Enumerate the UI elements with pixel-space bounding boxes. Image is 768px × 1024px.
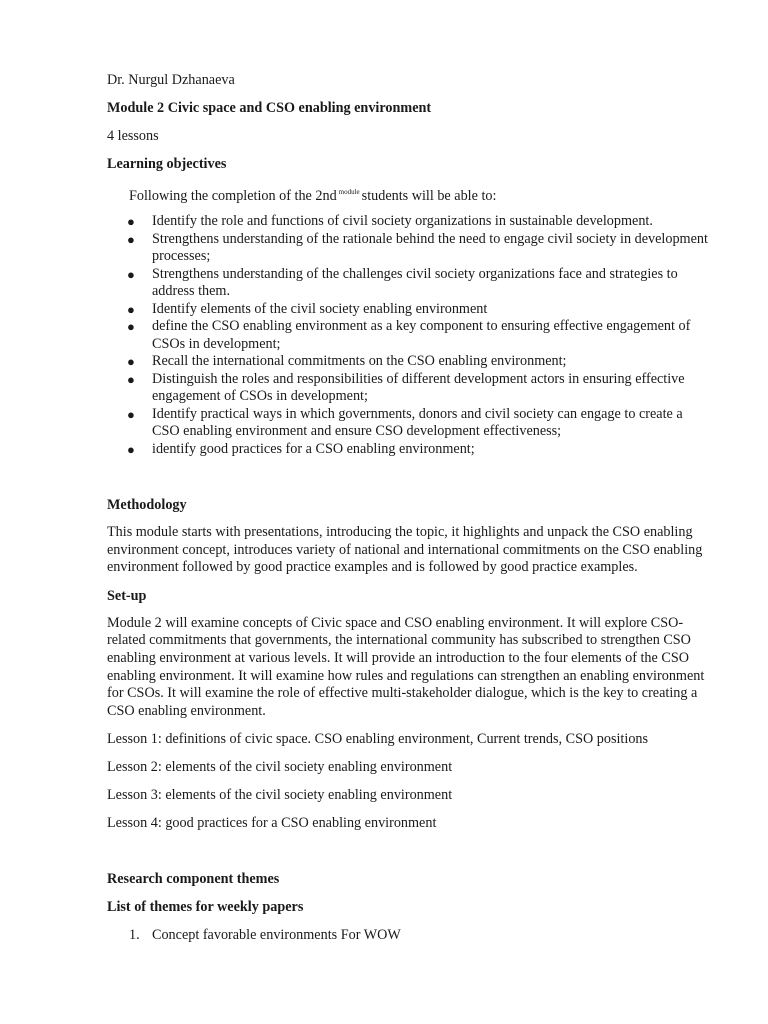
list-item: ● identify good practices for a CSO enabling environment; xyxy=(127,440,475,457)
setup-text: Module 2 will examine concepts of Civic space and CSO enabling environment. It will explore CSO-related commitments that governments, the international community has subscribed to strengthen CSO enabling environment at various levels. It will provide an introduction to the four elements of the CSO enabling environment. It will examine how rules and regulations can strengthen an enabling environment for CSOs. It will examine the role of effective multi-stakeholder dialogue, which is the key to creating a CSO enabling environment. xyxy=(107,614,705,719)
document-page xyxy=(107,71,713,944)
bullet-icon: ● xyxy=(127,354,135,369)
learning-objectives-heading: Learning objectives xyxy=(107,156,227,172)
list-item: ● Identify the role and functions of civil society organizations in sustainable development. xyxy=(127,213,653,229)
objectives-intro-superscript: module xyxy=(338,188,360,196)
author-name: Dr. Nurgul Dzhanaeva xyxy=(107,72,235,88)
bullet-icon: ● xyxy=(127,266,135,282)
list-item: ● Strengthens understanding of the rationale behind the need to engage civil society in development processes; xyxy=(127,230,708,264)
methodology-heading: Methodology xyxy=(107,497,187,513)
list-item: ● define the CSO enabling environment as a key component to ensuring effective engagement of CSOs in development; xyxy=(127,318,691,352)
lesson-3: Lesson 3: elements of the civil society enabling environment xyxy=(107,787,453,804)
bullet-icon: ● xyxy=(127,441,135,457)
list-item: ● Identify practical ways in which governments, donors and civil society can engage to create a CSO enabling environment and ensure CSO development effectiveness; xyxy=(127,405,683,439)
lesson-2: Lesson 2: elements of the civil society enabling environment xyxy=(107,759,453,776)
bullet-icon: ● xyxy=(127,214,135,229)
methodology-text: This module starts with presentations, introducing the topic, it highlights and unpack the CSO enabling environment concept, introduces variety of national and international commitments on the CSO enabling environment followed by good practice examples and is followed by good practice examples. xyxy=(107,524,703,576)
lesson-1: Lesson 1: definitions of civic space. CSO enabling environment, Current trends, CSO positions xyxy=(107,731,649,748)
bullet-icon: ● xyxy=(127,301,135,317)
objectives-list xyxy=(107,213,713,458)
list-item: ● Recall the international commitments on the CSO enabling environment; xyxy=(127,353,567,369)
research-heading: Research component themes xyxy=(107,871,280,888)
bullet-icon: ● xyxy=(127,319,135,334)
list-item: 1. Concept favorable environments For WOW xyxy=(129,927,401,944)
list-item: ● Strengthens understanding of the challenges civil society organizations face and strategies to address them. xyxy=(127,265,678,299)
lessons-count: 4 lessons xyxy=(107,128,159,144)
objectives-intro-before: Following the completion of the 2nd xyxy=(129,188,337,204)
themes-list xyxy=(107,926,713,944)
bullet-icon: ● xyxy=(127,231,135,247)
list-item: ● Distinguish the roles and responsibilities of different development actors in ensuring effective engagement of CSOs in development; xyxy=(127,370,685,404)
bullet-icon: ● xyxy=(127,371,135,387)
list-number: 1. xyxy=(129,927,140,944)
list-item: ● Identify elements of the civil society enabling environment xyxy=(127,300,488,317)
objectives-intro xyxy=(107,183,713,205)
bullet-icon: ● xyxy=(127,406,135,422)
module-title: Module 2 Civic space and CSO enabling environment xyxy=(107,100,432,116)
objectives-intro-after: students will be able to: xyxy=(361,188,497,204)
lesson-4: Lesson 4: good practices for a CSO enabling environment xyxy=(107,815,437,832)
themes-list-heading: List of themes for weekly papers xyxy=(107,899,304,916)
setup-heading: Set-up xyxy=(107,587,147,604)
